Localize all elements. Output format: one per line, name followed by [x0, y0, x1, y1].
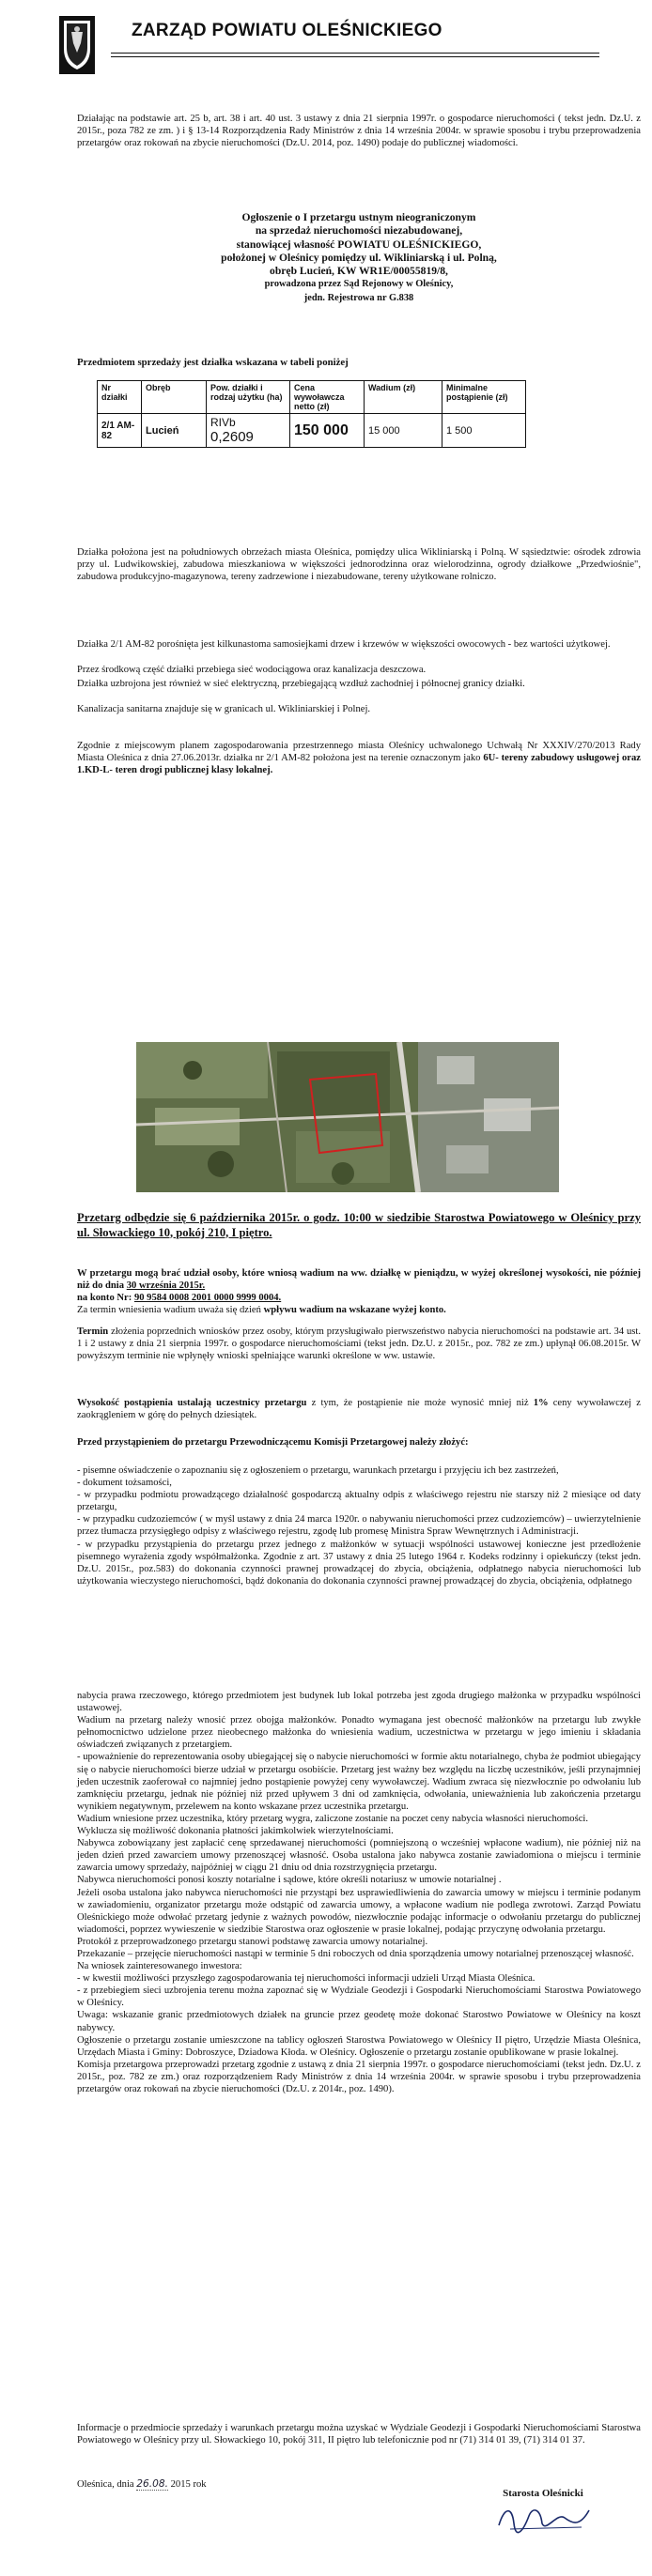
trees-paragraph: Działka 2/1 AM-82 porośnięta jest kilkunastoma samosiejkami drzew i krzewów w większości owocowych - bez wartości użytkowej. [77, 639, 611, 650]
cell-price: 150 000 [290, 414, 365, 448]
cell-min-increment: 1 500 [442, 414, 526, 448]
requirements-heading: Przed przystąpieniem do przetargu Przewodniczącemu Komisji Przetargowej należy złożyć: [77, 1437, 469, 1448]
increment-text-end: ceny wywoławczej z zaokrągleniem w górę do pełnych dziesiątek. [77, 1398, 641, 1421]
sewer-paragraph: Kanalizacja sanitarna znajduje się w granicach ul. Wikliniarskiej i Polnej. [77, 704, 371, 714]
list-item: - w przypadku podmiotu prowadzącego działalność gospodarczą aktualny odpis z właściwego rejestru nie starszy niż 2 miesiące od daty przetargu, [77, 1490, 641, 1513]
table-row [98, 414, 526, 448]
date-handwritten: 26.08. [136, 2478, 168, 2490]
intro-paragraph: Działając na podstawie art. 25 b, art. 38 i art. 40 ust. 3 ustawy z dnia 21 sierpnia 1997r. o gospodarce nieruchomości ( tekst jedn. Dz.U. z 2015r., poza 782 ze zm. ) i § 13-14 Rozporządzenia Rady Ministrów z dnia 14 września 2004r. w sprawie sposobu i trybu przeprowadzenia przetargów oraz rokowań na zbycie nieruchomości (Dz.U. 2014, poz. 1490) podaje do publicznej wiadomości. [77, 114, 641, 149]
terms-paragraph: Ogłoszenie o przetargu zostanie umieszczone na tablicy ogłoszeń Starostwa Powiatowego w Oleśnicy II piętro, Urzędzie Miasta Oleśnica, Urzędach Miasta i Gminy: Dobroszyce, Dziadowa Kłoda. w Oleśnicy. Ogłoszenie o przetargu zostanie opublikowane w prasie lokalnej. [77, 2034, 641, 2058]
area-value: 0,2609 [210, 429, 254, 445]
terms-paragraph: Nabywca nieruchomości ponosi koszty notarialne i sądowe, które określi notariusz w umowie notarialnej . [77, 1875, 502, 1886]
handwritten-signature [491, 2499, 595, 2537]
table-heading: Przedmiotem sprzedaży jest działka wskazana w tabeli poniżej [77, 357, 349, 368]
term-label: Termin [77, 1326, 109, 1337]
terms-paragraph: Komisja przetargowa przeprowadzi przetarg zgodnie z ustawą z dnia 21 sierpnia 1997r. o gospodarce nieruchomościami (tekst jedn. Dz.U. z 2015r., poz. 782 ze zm.) oraz rozporządzeniem Rady Ministrów z dnia 14 września 2004r. w sprawie sposobu i trybu przeprowadzenia przetargów oraz rokowań na zbycie nieruchomości (Dz.U. z 2014r., poz. 1490). [77, 2059, 641, 2094]
coat-of-arms-icon [58, 15, 96, 75]
deposit-text: W przetargu mogą brać udział osoby, które wniosą wadium na ww. działkę w pieniądzu, w wyżej określonej wysokości, nie później niż do dnia [77, 1268, 641, 1292]
date-suffix: 2015 rok [170, 2479, 207, 2490]
table-header-cell: Pow. działki i rodzaj użytku (ha) [207, 381, 290, 414]
signature-block [458, 2488, 628, 2539]
deposit-date-rule: Za termin wniesienia wadium uważa się dzień [77, 1305, 261, 1316]
auction-date-notice: Przetarg odbędzie się 6 października 2015r. o godz. 10:00 w siedzibie Starostwa Powiatowego w Oleśnicy przy ul. Słowackiego 10, pokój 210, I piętro. [77, 1211, 641, 1239]
signature-title: Starosta Oleśnicki [503, 2488, 583, 2499]
terms-paragraph: - w kwestii możliwości przyszłego zagospodarowania tej nieruchomości informacji udzieli Urząd Miasta Oleśnica. [77, 1973, 536, 1985]
announcement-line: Ogłoszenie o I przetargu ustnym nieograniczonym [241, 211, 476, 223]
terms-paragraph: - upoważnienie do reprezentowania osoby ubiegającej się o nabycie nieruchomości w formie aktu notarialnego, chyba że podmiot ubiegający się o nabycie nieruchomości bierze udział w przetargu osobiście. Przetarg jest ważny bez względu na liczbę uczestników, jeśli przynajmniej jeden uczestnik zaoferował co najmniej jedno postąpienie powyżej ceny wywoławczej. Wadium zwraca się niezwłocznie po odwołaniu lub zamknięciu przetargu, jednak nie później niż przed upływem 3 dni od zamknięcia, odwołania, unieważnienia lub zakończenia przetargu wynikiem negatywnym, przelewem na konto wskazane przez uczestnika przetargu. [77, 1752, 641, 1812]
zoning-text: Zgodnie z miejscowym planem zagospodarowania przestrzennego miasta Oleśnicy uchwalonego Uchwałą Nr XXXIV/270/2013 Rady Miasta Oleśnica z dnia 27.06.2013r. działka nr 2/1 AM-82 położona jest na terenie oznaczonym jako [77, 741, 641, 764]
deposit-deadline: 30 września 2015r. [126, 1280, 206, 1292]
cell-parcel-number: 2/1 AM-82 [98, 414, 142, 448]
land-use: RIVb [210, 416, 236, 429]
increment-label: Wysokość postąpienia ustalają uczestnicy przetargu [77, 1398, 307, 1408]
issue-date [77, 2478, 359, 2491]
announcement-title [77, 211, 641, 305]
deposit-account-number: 90 9584 0008 2001 0000 9999 0004. [133, 1293, 282, 1304]
terms-paragraph: Przekazanie – przejęcie nieruchomości nastąpi w terminie 5 dni roboczych od dnia sporządzenia umowy notarialnej przenoszącej własność. [77, 1948, 634, 1959]
date-prefix: Oleśnica, dnia [77, 2479, 134, 2490]
table-header-cell: Obręb [142, 381, 207, 414]
terms-paragraph: Wyklucza się możliwość dokonania płatności jakimkolwiek wierzytelnościami. [77, 1826, 394, 1837]
terms-paragraph: Wadium wniesione przez uczestnika, który przetarg wygra, zaliczone zostanie na poczet ceny nabycia własności nieruchomości. [77, 1813, 589, 1824]
requirements-list [77, 1464, 641, 1587]
terms-paragraph: Na wniosek zainteresowanego inwestora: [77, 1961, 242, 1972]
deposit-paragraph [77, 1267, 641, 1316]
increment-paragraph [77, 1397, 641, 1421]
announcement-line: obręb Lucień, KW WR1E/00055819/8, [270, 265, 448, 278]
header-divider [111, 53, 599, 54]
terms-paragraph: Jeżeli osoba ustalona jako nabywca nieruchomości nie przystąpi bez usprawiedliwienia do zawarcia umowy w miejscu i terminie podanym w zawiadomieniu, organizator przetargu może odstąpić od zawarcia umowy, a wpłacone wadium nie podlega zwrotowi. Zarząd Powiatu Oleśnickiego może odwołać przetarg jedynie z ważnych powodów, niezwłocznie podając informacje o odwołaniu przetargu do publicznej wiadomości, poprzez wywieszenie w siedzibie Starostwa oraz ogłoszenie w prasie lokalnej, podając przyczynę odwołania przetargu. [77, 1887, 641, 1935]
deposit-account-label: na konto Nr: [77, 1293, 132, 1304]
terms-paragraph: - z przebiegiem sieci uzbrojenia terenu można zapoznać się w Wydziale Geodezji i Gospodarki Nieruchomościami Starostwa Powiatowego w Oleśnicy. [77, 1986, 641, 2009]
electric-paragraph: Działka uzbrojona jest również w sieć elektryczną, przebiegającą wzdłuż zachodniej i północnej granicy działki. [77, 679, 525, 689]
terms-section [77, 1690, 641, 2095]
terms-paragraph: Uwaga: wskazanie granic przedmiotowych działek na gruncie przez geodetę może dokonać Starostwo Powiatowe w Oleśnicy na koszt nabywcy. [77, 2010, 641, 2033]
cell-area [207, 414, 290, 448]
page-title: ZARZĄD POWIATU OLEŚNICKIEGO [132, 21, 442, 40]
location-paragraph: Działka położona jest na południowych obrzeżach miasta Oleśnica, pomiędzy ulica Wikliniarską i Polną. W sąsiedztwie: ośrodek zdrowia przy ul. Ludwikowskiej, zabudowa mieszkaniowa w większości jednorodzinna oraz wielorodzinna, ogrody działkowe „Przedwiośnie", zabudowa produkcyjno-magazynowa, tereny zadrzewione i niezabudowane, tereny użytkowane rolniczo. [77, 547, 641, 583]
list-item: - dokument tożsamości, [77, 1478, 172, 1489]
term-text: złożenia poprzednich wniosków przez osoby, którym przysługiwało pierwszeństwo nabycia nieruchomości na podstawie art. 34 ust. 1 i 2 ustawy z dnia 21 sierpnia 1997r. o gospodarce nieruchomościami (tekst jedn. Dz.U. z 2015r., poz. 782 ze zm.) upłynął 06.08.2015r. W powyższym terminie nie wpłynęły wnioski spełniające warunki określone w ww. ustawie. [77, 1326, 641, 1362]
terms-paragraph: Nabywca zobowiązany jest zapłacić cenę sprzedawanej nieruchomości (pomniejszoną o wcześniej wpłacone wadium), nie później niż na jeden dzień przed zawarciem umowy przenoszącej własność. Osoba ustalona jako nabywca zostanie zawiadomiona o miejscu i terminie zawarcia umowy sprzedaży, najpóźniej w ciągu 21 dniu od dnia rozstrzygnięcia przetargu. [77, 1838, 641, 1874]
table-header-cell: Wadium (zł) [365, 381, 442, 414]
contact-info-paragraph: Informacje o przedmiocie sprzedaży i warunkach przetargu można uzyskać w Wydziale Geodezji i Gospodarki Nieruchomościami Starostwa Powiatowego w Oleśnicy przy ul. Słowackiego 10, pokój 311, II piętro lub telefonicznie pod nr (71) 314 01 39, (71) 314 01 37. [77, 2423, 641, 2446]
table-header-cell: Minimalne postąpienie (zł) [442, 381, 526, 414]
header-divider-thin [111, 56, 599, 57]
list-item: - pisemne oświadczenie o zapoznaniu się z ogłoszeniem o przetargu, warunkach przetargu i przyjęciu ich bez zastrzeżeń, [77, 1465, 559, 1476]
announcement-line: na sprzedaż nieruchomości niezabudowanej, [255, 224, 463, 238]
table-header-row [98, 381, 526, 414]
parcel-table [97, 380, 526, 448]
aerial-map-photo [136, 1042, 559, 1192]
list-item: - w przypadku cudzoziemców ( w myśl ustawy z dnia 24 marca 1920r. o nabywaniu nieruchomości przez cudzoziemców) – uwierzytelnienie przez tłumacza przysięgłego odpisy z właściwego rejestru, zgodę lub promesę Ministra Spraw Wewnętrznych i Administracji. [77, 1514, 641, 1538]
zoning-designation: 6U- tereny zabudowy usługowej oraz 1.KD-L- teren drogi publicznej klasy lokalnej. [77, 753, 641, 776]
table-header-cell: Cena wywoławcza netto (zł) [290, 381, 365, 414]
increment-text: z tym, że postąpienie nie może wynosić mniej niż [311, 1398, 529, 1408]
list-item: - w przypadku przystąpienia do przetargu przez jednego z małżonków w sytuacji wspólności ustawowej konieczne jest przedłożenie pisemnego wyrażenia zgody współmałżonka. Zgodnie z art. 37 ustawy z dnia 25 lutego 1964 r. Kodeks rodzinny i opiekuńczy (tekst jedn. Dz.U. 2015r., poz.583) do dokonania czynności prawnej prowadzącej do zbycia, obciążenia, odpłatnego nabycia nieruchomości lub użytkowania wieczystego nieruchomości, bądź dokonania do dokonania czynności prawnej prowadzącej do zbycia, obciążenia, odpłatnego [77, 1539, 641, 1587]
priority-term-paragraph [77, 1326, 641, 1362]
cell-deposit: 15 000 [365, 414, 442, 448]
announcement-line: prowadzona przez Sąd Rejonowy w Oleśnicy, [264, 279, 454, 290]
cell-precinct: Lucień [142, 414, 207, 448]
announcement-line: jedn. Rejestrowa nr G.838 [303, 292, 414, 303]
deposit-date-rule-bold: wpływu wadium na wskazane wyżej konto. [263, 1305, 446, 1316]
terms-paragraph: nabycia prawa rzeczowego, którego przedmiotem jest budynek lub lokal potrzeba jest zgoda drugiego małżonka w przypadku wspólności ustawowej. [77, 1691, 641, 1714]
terms-paragraph: Wadium na przetarg należy wnosić przez obojga małżonków. Ponadto wymagana jest obecność małżonków na przetargu lub zwykłe pełnomocnictwo udzielone przez nieobecnego małżonka do wniesienia wadium, uczestnictwa w przetargu w jego imieniu i składania oświadczeń związanych z przetargiem. [77, 1715, 641, 1751]
water-paragraph: Przez środkową część działki przebiega sieć wodociągowa oraz kanalizacja deszczowa. [77, 665, 427, 675]
announcement-line: położonej w Oleśnicy pomiędzy ul. Wikliniarską i ul. Polną, [221, 251, 497, 264]
terms-paragraph: Protokół z przeprowadzonego przetargu stanowi podstawę zawarcia umowy notarialnej. [77, 1936, 428, 1947]
increment-percent: 1% [533, 1398, 549, 1408]
zoning-paragraph [77, 740, 641, 776]
announcement-line: stanowiącej własność POWIATU OLEŚNICKIEGO, [236, 238, 482, 251]
table-header-cell: Nr działki [98, 381, 142, 414]
